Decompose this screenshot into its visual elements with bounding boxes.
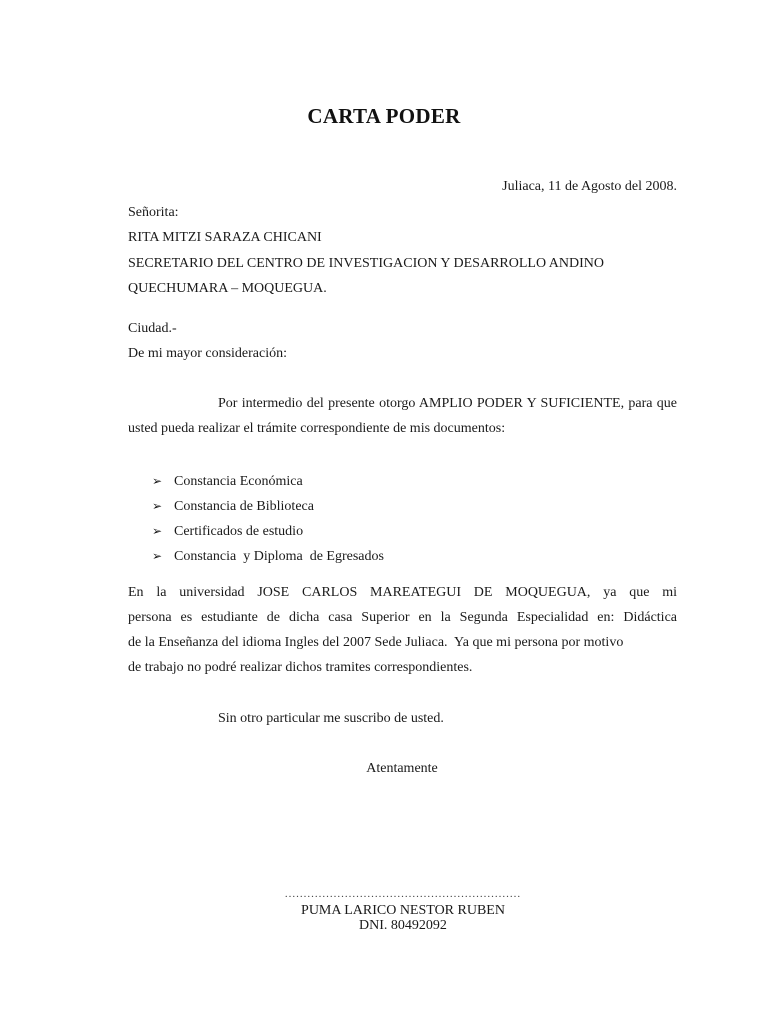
list-item [152, 469, 384, 494]
letter-title: CARTA PODER [307, 104, 461, 128]
arrow-bullet-icon: ➢ [152, 549, 163, 563]
list-item [152, 519, 384, 544]
letter-date: Juliaca, 11 de Agosto del 2008. [502, 179, 677, 194]
signer-name: PUMA LARICO NESTOR RUBEN [301, 903, 505, 918]
recipient-salutation: Señorita: [128, 205, 179, 220]
recipient-name: RITA MITZI SARAZA CHICANI [128, 230, 322, 245]
intro-paragraph [128, 391, 677, 441]
list-item [152, 494, 384, 519]
intro-text: Por intermedio del presente otorgo AMPLIO PODER Y SUFICIENTE, para que usted pueda realizar el trámite correspondiente de mis documentos: [128, 396, 677, 436]
city-line: Ciudad.- [128, 321, 177, 336]
arrow-bullet-icon: ➢ [152, 474, 163, 488]
recipient-location: QUECHUMARA – MOQUEGUA. [128, 281, 327, 296]
document-label: Constancia y Diploma de Egresados [174, 549, 384, 564]
recipient-position: SECRETARIO DEL CENTRO DE INVESTIGACION Y DESARROLLO ANDINO [128, 256, 605, 271]
document-label: Constancia Económica [174, 474, 303, 489]
sign-off: Atentamente [366, 761, 438, 776]
arrow-bullet-icon: ➢ [152, 499, 163, 513]
arrow-bullet-icon: ➢ [152, 524, 163, 538]
body-line-4: de trabajo no podré realizar dichos tramites correspondientes. [128, 660, 473, 675]
body-line-1: En la universidad JOSE CARLOS MAREATEGUI DE MOQUEGUA, ya que mi [128, 585, 677, 600]
list-item [152, 544, 384, 569]
document-label: Certificados de estudio [174, 524, 304, 539]
closing-line: Sin otro particular me suscribo de usted. [218, 711, 444, 726]
signer-dni: DNI. 80492092 [359, 918, 447, 933]
greeting-line: De mi mayor consideración: [128, 346, 288, 361]
document-label: Constancia de Biblioteca [174, 499, 314, 514]
signature-line: ............................................................... [284, 888, 522, 900]
documents-list [152, 469, 384, 569]
body-line-3: de la Enseñanza del idioma Ingles del 2007 Sede Juliaca. Ya que mi persona por motivo [128, 635, 624, 650]
body-line-2: persona es estudiante de dicha casa Superior en la Segunda Especialidad en: Didáctica [128, 610, 677, 625]
